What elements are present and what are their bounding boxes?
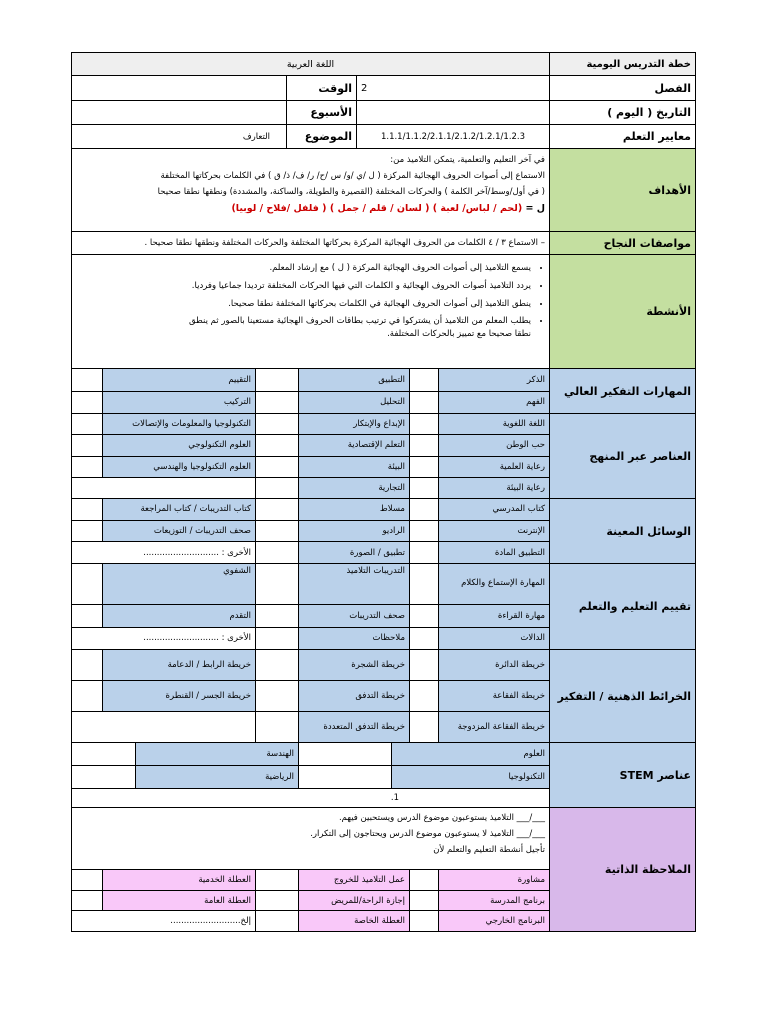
- reflection-item: العطلة الخدمية: [102, 870, 255, 890]
- aids-grid-row: [72, 499, 549, 521]
- assessment-item: ملاحظات: [298, 628, 409, 649]
- reflection-grid-row: [72, 870, 549, 891]
- maps-grid-row: [72, 650, 549, 681]
- date-label: التاريخ ( اليوم ): [549, 101, 695, 124]
- cross-empty: [72, 478, 255, 498]
- cross-grid-row: [72, 414, 549, 435]
- maps-item: خريطة التدفق المتعددة: [298, 712, 409, 742]
- hots-check[interactable]: [255, 369, 298, 391]
- class-label: الفصل: [549, 76, 695, 100]
- hots-grid: [72, 369, 549, 413]
- cross-grid-row: [72, 435, 549, 456]
- cross-check[interactable]: [255, 435, 298, 455]
- aids-item: كتاب المدرسي: [438, 499, 549, 520]
- success-criteria-label: مواصفات النجاح: [549, 232, 695, 254]
- cross-check[interactable]: [72, 457, 102, 477]
- aids-item: مسلاط: [298, 499, 409, 520]
- aids-item: تطبيق / الصورة: [298, 542, 409, 563]
- maps-item: خريطة الجسر / القنطرة: [102, 681, 255, 711]
- stem-grid: [72, 743, 549, 807]
- cross-check[interactable]: [72, 435, 102, 455]
- stem-check[interactable]: [298, 766, 391, 788]
- maps-empty: [72, 712, 255, 742]
- aids-check[interactable]: [409, 499, 438, 520]
- assessment-label: تقييم التعليم والتعلم: [549, 564, 695, 649]
- aids-other-field[interactable]: الأخرى : ............................: [143, 547, 251, 558]
- aids-item: صحف التدريبات / التوزيعات: [102, 521, 255, 542]
- week-value: [72, 101, 286, 124]
- reflection-check[interactable]: [72, 891, 102, 911]
- topic-label: الموضوع: [286, 125, 356, 148]
- reflection-grid-row: [72, 911, 549, 931]
- topic-value: التعارف: [242, 131, 270, 142]
- cross-item: رعاية البيئة: [438, 478, 549, 498]
- maps-check[interactable]: [409, 681, 438, 711]
- class-time-row: [71, 76, 696, 101]
- stem-note-row: [72, 789, 549, 807]
- activity-item: • يطلب المعلم من التلاميذ أن يشتركوا في ترتيب بطاقات الحروف الهجائية مستعينا بالصور ثم ينطق نطقا صحيحا مع تمييز بالحركات المختلفة.: [172, 315, 531, 341]
- cross-check[interactable]: [409, 478, 438, 498]
- objectives-letter: ل =: [525, 203, 545, 215]
- assessment-check[interactable]: [255, 605, 298, 626]
- activity-item: • يسمع التلاميذ إلى أصوات الحروف الهجائية المركزة ( ل ) مع إرشاد المعلم.: [172, 262, 531, 275]
- reflection-item: مشاورة: [438, 870, 549, 890]
- assessment-grid-row: [72, 628, 549, 649]
- thinking-maps-grid: [72, 650, 549, 742]
- reflection-other-field[interactable]: إلخ..........................: [170, 916, 251, 927]
- activities-row: [71, 255, 696, 369]
- teaching-aids-row: [71, 499, 696, 564]
- assessment-other-field[interactable]: الأخرى : ............................: [143, 633, 251, 644]
- reflection-item: عمل التلاميذ للخروج: [298, 870, 409, 890]
- time-label: الوقت: [286, 76, 356, 100]
- assessment-item: مهارة القراءة: [438, 605, 549, 626]
- hots-check[interactable]: [255, 392, 298, 414]
- assessment-item: التقدم: [102, 605, 255, 626]
- cross-grid-row: [72, 478, 549, 498]
- objectives-label: الأهداف: [549, 149, 695, 231]
- standards-value: 1.1.1/1.1.2/2.1.1/2.1.2/1.2.1/1.2.3: [356, 125, 549, 148]
- date-value: [356, 101, 549, 124]
- hots-check[interactable]: [409, 369, 438, 391]
- reflection-item: إجازة الراحة/للمريض: [298, 891, 409, 911]
- objectives-example-words: (لحم / لباس/ لعبة ) ( لسان / قلم / جمل ) ( فلفل /فلاح / لوبيا): [231, 203, 523, 215]
- activities-label: الأنشطة: [549, 255, 695, 368]
- hots-item: التقييم: [102, 369, 255, 391]
- objectives-intro: في آخر التعليم والتعلمية، يتمكن التلاميذ من:: [390, 155, 545, 165]
- hots-check[interactable]: [72, 392, 102, 414]
- standards-label: معايير التعلم: [549, 125, 695, 148]
- reflection-line-3: تأجيل أنشطة التعليم والتعلم لأن: [433, 845, 545, 856]
- maps-item: خريطة الفقاعة: [438, 681, 549, 711]
- header-title-row: [71, 52, 696, 76]
- cross-check[interactable]: [255, 414, 298, 434]
- aids-grid-row: [72, 542, 549, 563]
- hots-item: الفهم: [438, 392, 549, 414]
- cross-check[interactable]: [409, 435, 438, 455]
- hots-item: الذكر: [438, 369, 549, 391]
- reflection-check[interactable]: [409, 911, 438, 931]
- cross-item: التعلم الإقتصادية: [298, 435, 409, 455]
- assessment-grid-row: [72, 605, 549, 627]
- maps-check[interactable]: [72, 650, 102, 680]
- cross-check[interactable]: [255, 478, 298, 498]
- reflection-item: العطلة الخاصة: [298, 911, 409, 931]
- maps-check[interactable]: [409, 650, 438, 680]
- aids-grid-row: [72, 521, 549, 543]
- class-value: 2: [356, 76, 549, 100]
- assessment-grid: [72, 564, 549, 649]
- maps-check[interactable]: [255, 681, 298, 711]
- aids-check[interactable]: [72, 499, 102, 520]
- stem-item: التكنولوجيا: [391, 766, 549, 788]
- activity-item: • يردد التلاميذ أصوات الحروف الهجائية و الكلمات التي فيها الحركات المختلفة ترديدا جماعيا وفرديا.: [172, 280, 531, 293]
- stem-row: [71, 743, 696, 808]
- reflection-label: الملاحظة الذاتية: [549, 808, 695, 931]
- stem-note[interactable]: 1.: [390, 793, 399, 804]
- reflection-check[interactable]: [409, 870, 438, 890]
- assessment-grid-row: [72, 564, 549, 605]
- reflection-check[interactable]: [255, 891, 298, 911]
- lesson-plan-sheet: [71, 52, 696, 932]
- assessment-row: [71, 564, 696, 650]
- plan-title: خطة التدريس اليومية: [549, 53, 695, 75]
- reflection-line-1: ___/___ التلاميذ يستوعبون موضوع الدرس ويستحبين فيهم.: [338, 813, 545, 823]
- aids-item: الراديو: [298, 521, 409, 542]
- hots-grid-row: [72, 392, 549, 414]
- hots-item: التحليل: [298, 392, 409, 414]
- hots-check[interactable]: [72, 369, 102, 391]
- standards-topic-row: [71, 125, 696, 149]
- maps-check[interactable]: [255, 650, 298, 680]
- aids-check[interactable]: [409, 521, 438, 542]
- cross-item: التجارية: [298, 478, 409, 498]
- assessment-check[interactable]: [255, 628, 298, 649]
- cross-check[interactable]: [409, 414, 438, 434]
- reflection-row: [71, 808, 696, 932]
- reflection-check[interactable]: [255, 870, 298, 890]
- reflection-check[interactable]: [72, 870, 102, 890]
- stem-label: عناصر STEM: [549, 743, 695, 807]
- hots-row: [71, 369, 696, 414]
- objectives-body: [72, 149, 549, 231]
- maps-grid-row: [72, 681, 549, 712]
- reflection-grid-row: [72, 891, 549, 912]
- assessment-check[interactable]: [72, 605, 102, 626]
- maps-check[interactable]: [255, 712, 298, 742]
- teaching-aids-grid: [72, 499, 549, 563]
- aids-item: كتاب التدريبات / كتاب المراجعة: [102, 499, 255, 520]
- aids-check[interactable]: [409, 542, 438, 563]
- cross-check[interactable]: [255, 457, 298, 477]
- assessment-check[interactable]: [409, 628, 438, 649]
- aids-check[interactable]: [255, 499, 298, 520]
- success-criteria-text: – الاستماع ٣ / ٤ الكلمات من الحروف الهجائية المركزة بحركاتها المختلفة والحركات المختلفة ونطقها نطقا صحيحا .: [144, 238, 545, 248]
- aids-check[interactable]: [255, 521, 298, 542]
- hots-check[interactable]: [409, 392, 438, 414]
- activity-item: • ينطق التلاميذ إلى أصوات الحروف الهجائية في الكلمات بحركاتها المختلفة نطقا صحيحا.: [172, 298, 531, 311]
- maps-item: خريطة الدائرة: [438, 650, 549, 680]
- hots-item: التركيب: [102, 392, 255, 414]
- maps-item: خريطة الشجرة: [298, 650, 409, 680]
- assessment-item: الشفوي: [102, 564, 255, 604]
- reflection-item: العطلة العامة: [102, 891, 255, 911]
- stem-check[interactable]: [298, 743, 391, 765]
- success-criteria-row: [71, 232, 696, 255]
- reflection-notes: [72, 808, 549, 870]
- objectives-line-1: الاستماع إلى أصوات الحروف الهجائية المركزة ( ل /ي /و/ س /ح/ ر/ ف/ ذ/ ق ) في الكلمات بحركاتها المختلفة: [160, 171, 545, 182]
- week-label: الأسبوع: [286, 101, 356, 124]
- maps-grid-row: [72, 712, 549, 742]
- assessment-check[interactable]: [255, 564, 298, 604]
- subject-name: اللغة العربية: [286, 58, 335, 70]
- assessment-item: الدالات: [438, 628, 549, 649]
- assessment-item: التدريبات التلاميذ: [298, 564, 409, 604]
- hots-grid-row: [72, 369, 549, 392]
- thinking-maps-row: [71, 650, 696, 743]
- cross-item: رعاية العلمية: [438, 457, 549, 477]
- reflection-body: [72, 808, 549, 931]
- assessment-check[interactable]: [409, 605, 438, 626]
- maps-item: خريطة التدفق: [298, 681, 409, 711]
- cross-item: حب الوطن: [438, 435, 549, 455]
- stem-item: العلوم: [391, 743, 549, 765]
- cross-item: البيئة: [298, 457, 409, 477]
- cross-item: العلوم التكنولوجيا والهندسي: [102, 457, 255, 477]
- stem-item: الرياضية: [135, 766, 298, 788]
- thinking-maps-label: الخرائط الذهنية / التفكير: [549, 650, 695, 742]
- assessment-item: المهارة الإستماع والكلام: [438, 564, 549, 604]
- reflection-item: برنامج المدرسة: [438, 891, 549, 911]
- reflection-check[interactable]: [409, 891, 438, 911]
- date-week-row: [71, 101, 696, 125]
- time-value: [72, 76, 286, 100]
- cross-curricular-label: العناصر عبر المنهج: [549, 414, 695, 498]
- objectives-line-2: ( في أول/وسط/آخر الكلمة ) والحركات المختلفة (القصيرة والطويلة، والساكنة، والمشددة) ونطقها نطقا صحيحا: [157, 187, 545, 198]
- cross-check[interactable]: [72, 414, 102, 434]
- teaching-aids-label: الوسائل المعينة: [549, 499, 695, 563]
- maps-item: خريطة الرابط / الدعامة: [102, 650, 255, 680]
- cross-check[interactable]: [409, 457, 438, 477]
- aids-item: التطبيق المادة: [438, 542, 549, 563]
- stem-item: الهندسة: [135, 743, 298, 765]
- assessment-item: صحف التدريبات: [298, 605, 409, 626]
- stem-grid-row: [72, 743, 549, 766]
- maps-check[interactable]: [72, 681, 102, 711]
- aids-item: الإنترنت: [438, 521, 549, 542]
- cross-item: التكنولوجيا والمعلومات والإتصالات: [102, 414, 255, 434]
- cross-item: اللغة اللغوية: [438, 414, 549, 434]
- maps-check[interactable]: [409, 712, 438, 742]
- maps-item: خريطة الفقاعة المزدوجة: [438, 712, 549, 742]
- stem-check[interactable]: [72, 743, 135, 765]
- reflection-item: البرنامج الخارجي: [438, 911, 549, 931]
- cross-curricular-grid: [72, 414, 549, 498]
- cross-grid-row: [72, 457, 549, 478]
- assessment-check[interactable]: [409, 564, 438, 604]
- stem-grid-row: [72, 766, 549, 789]
- cross-curricular-row: [71, 414, 696, 499]
- hots-item: التطبيق: [298, 369, 409, 391]
- activities-list: [172, 262, 545, 341]
- stem-check[interactable]: [72, 766, 135, 788]
- cross-item: العلوم التكنولوجي: [102, 435, 255, 455]
- reflection-check[interactable]: [255, 911, 298, 931]
- reflection-line-2: ___/___ التلاميذ لا يستوعبون موضوع الدرس ويحتاجون إلى التكرار.: [310, 829, 545, 840]
- objectives-line-3: [76, 200, 545, 218]
- aids-check[interactable]: [72, 521, 102, 542]
- assessment-check[interactable]: [72, 564, 102, 604]
- objectives-row: [71, 149, 696, 232]
- hots-label: المهارات التفكير العالي: [549, 369, 695, 413]
- aids-check[interactable]: [255, 542, 298, 563]
- activities-body: [72, 255, 549, 368]
- cross-item: الإبداع والإبتكار: [298, 414, 409, 434]
